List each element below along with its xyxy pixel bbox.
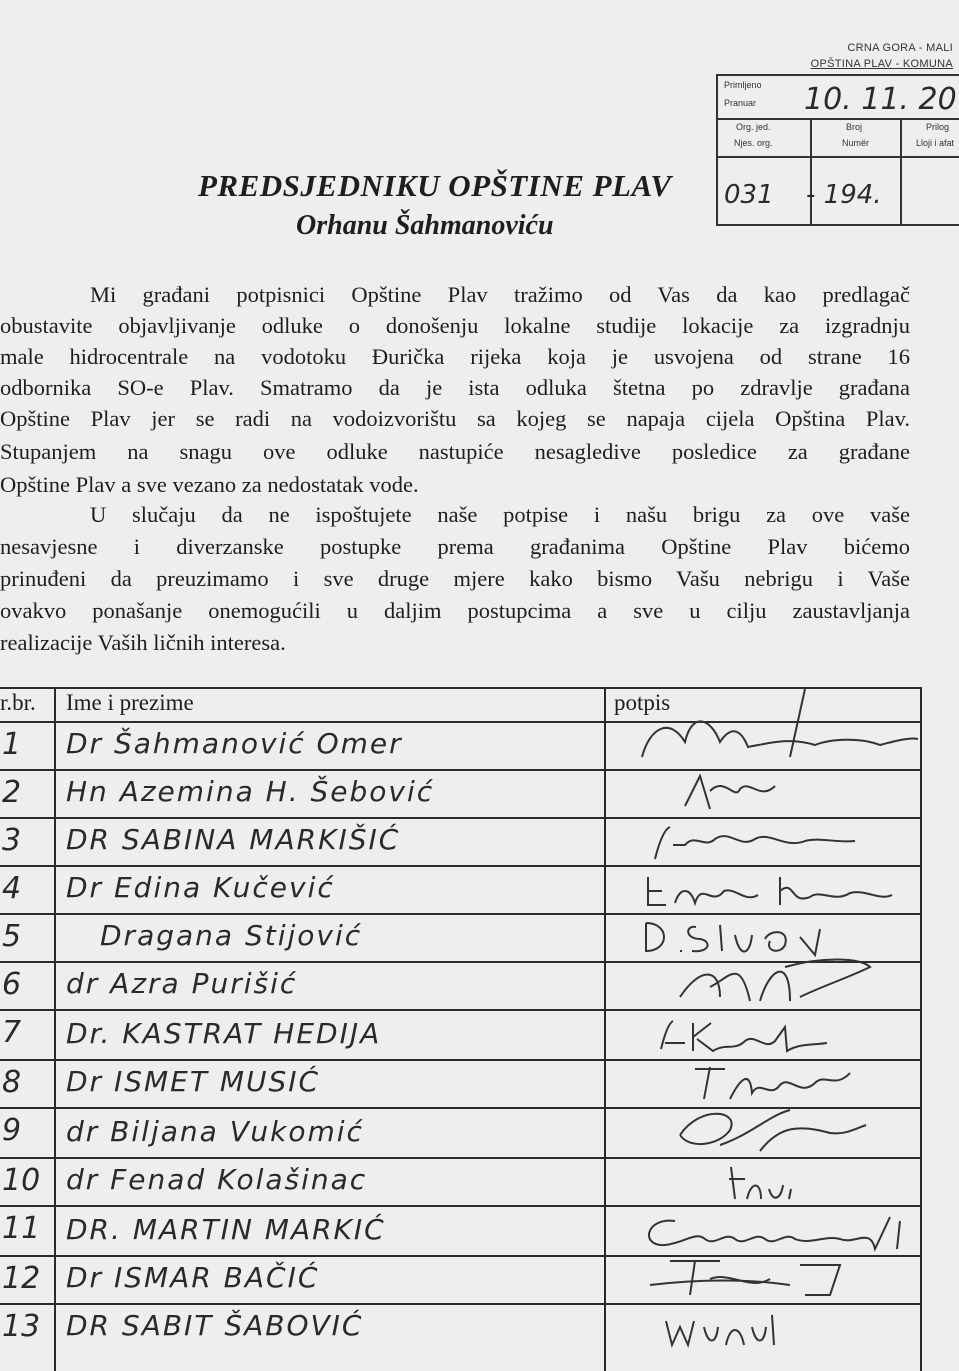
body-line-1: Mi građani potpisnici Opštine Plav tražimo od Vas da kao predlagač (90, 282, 910, 307)
row-number: 6 (2, 967, 22, 1002)
header-row-number: r.br. (0, 690, 36, 715)
signature-graphic (690, 1059, 870, 1105)
stamp-att-label-2: Lloji i afat (916, 138, 955, 148)
row-name: dr Fenad Kolašinac (66, 1163, 368, 1196)
document-title: PREDSJEDNIKU OPŠTINE PLAV (198, 168, 672, 203)
row-number: 9 (2, 1113, 22, 1148)
body-line-8: U slučaju da ne ispoštujete naše potpise i našu brigu za ove vaše (90, 502, 910, 527)
row-name: DR SABINA MARKIŠIĆ (66, 823, 401, 856)
signatures-table (0, 687, 922, 1371)
stamp-att-label-1: Prilog (926, 122, 950, 132)
body-line-6: Stupanjem na snagu ove odluke nastupiće nesagledive posledice za građane (0, 439, 910, 464)
row-name: Dr Edina Kučević (66, 871, 335, 904)
row-number: 2 (2, 775, 22, 810)
row-number: 4 (2, 871, 22, 906)
signature-graphic (635, 1211, 920, 1255)
signature-graphic (655, 1013, 835, 1057)
signature-graphic (640, 1255, 880, 1303)
row-name: Hn Azemina H. Šebović (66, 775, 435, 808)
table-right-border (920, 687, 922, 1371)
signature-graphic (725, 1159, 805, 1203)
signature-graphic (630, 687, 920, 769)
row-name: Dragana Stijović (100, 919, 363, 952)
stamp-received-label-2: Pranuar (724, 98, 757, 108)
row-divider (0, 1009, 922, 1011)
stamp-org-label-2: Njes. org. (734, 138, 773, 148)
registry-stamp (716, 74, 959, 226)
row-number: 7 (2, 1015, 22, 1050)
signature-graphic (645, 819, 865, 863)
signature-graphic (670, 1105, 870, 1155)
stamp-header-line1: CRNA GORA - MALI (847, 42, 953, 54)
stamp-org-value: 031 (724, 180, 774, 210)
body-line-4: odbornika SO-e Plav. Smatramo da je ista odluka štetna po zdravlje građana (0, 375, 910, 400)
body-line-10: prinuđeni da preuzimamo i sve druge mjere kako bismo Vašu nebrigu i Vaše (0, 566, 910, 591)
stamp-num-label-1: Broj (846, 122, 863, 132)
row-name: Dr ISMET MUSIĆ (66, 1065, 321, 1098)
document-subtitle: Orhanu Šahmanoviću (296, 210, 554, 241)
signature-graphic (640, 867, 900, 911)
row-name: dr Biljana Vukomić (66, 1115, 364, 1148)
signature-graphic (640, 915, 830, 959)
stamp-num-label-2: Numër (842, 138, 870, 148)
stamp-divider-2 (900, 118, 902, 226)
body-line-3: male hidrocentrale na vodotoku Đurička rijeka koja je usvojena od strane 16 (0, 344, 910, 369)
row-name: Dr. KASTRAT HEDIJA (66, 1017, 382, 1050)
body-line-5: Opštine Plav jer se radi na vodoizvorištu sa kojeg se napaja cijela Opština Plav. (0, 406, 910, 431)
body-line-12: realizacije Vaših ličnih interesa. (0, 630, 286, 655)
stamp-header-line2: OPŠTINA PLAV - KOMUNA (810, 58, 953, 70)
stamp-org-label-1: Org. jed. (736, 122, 771, 132)
row-divider (0, 1205, 922, 1207)
row-number: 5 (2, 919, 22, 954)
row-number: 1 (2, 727, 22, 762)
row-number: 11 (2, 1211, 41, 1246)
stamp-received-date: 10. 11. 20 (804, 82, 957, 117)
table-col-divider-2 (604, 687, 606, 1371)
row-number: 3 (2, 823, 22, 858)
row-name: Dr ISMAR BAČIĆ (66, 1261, 320, 1294)
row-number: 10 (2, 1163, 41, 1198)
body-line-7: Opštine Plav a sve vezano za nedostatak vode. (0, 472, 419, 497)
stamp-num-value: - 194. (806, 180, 882, 210)
header-signature: potpis (614, 690, 671, 715)
signature-graphic (670, 957, 880, 1007)
row-number: 13 (2, 1309, 41, 1344)
row-number: 8 (2, 1065, 22, 1100)
row-name: DR. MARTIN MARKIĆ (66, 1213, 386, 1246)
row-number: 12 (2, 1261, 41, 1296)
signature-graphic (660, 1305, 790, 1351)
signature-graphic (680, 771, 800, 815)
row-name: dr Azra Purišić (66, 967, 298, 1000)
header-full-name: Ime i prezime (66, 690, 194, 715)
row-name: Dr Šahmanović Omer (66, 727, 403, 760)
body-line-2: obustavite objavljivanje odluke o donošenju lokalne studije lokacije za izgradnju (0, 313, 910, 338)
body-line-11: ovakvo ponašanje onemogućili u daljim postupcima a sve u cilju zaustavljanja (0, 598, 910, 623)
table-col-divider-1 (54, 687, 56, 1371)
body-line-9: nesavjesne i diverzanske postupke prema građanima Opštine Plav bićemo (0, 534, 910, 559)
stamp-received-label-1: Primljeno (724, 80, 762, 90)
row-name: DR SABIT ŠABOVIĆ (66, 1309, 364, 1342)
